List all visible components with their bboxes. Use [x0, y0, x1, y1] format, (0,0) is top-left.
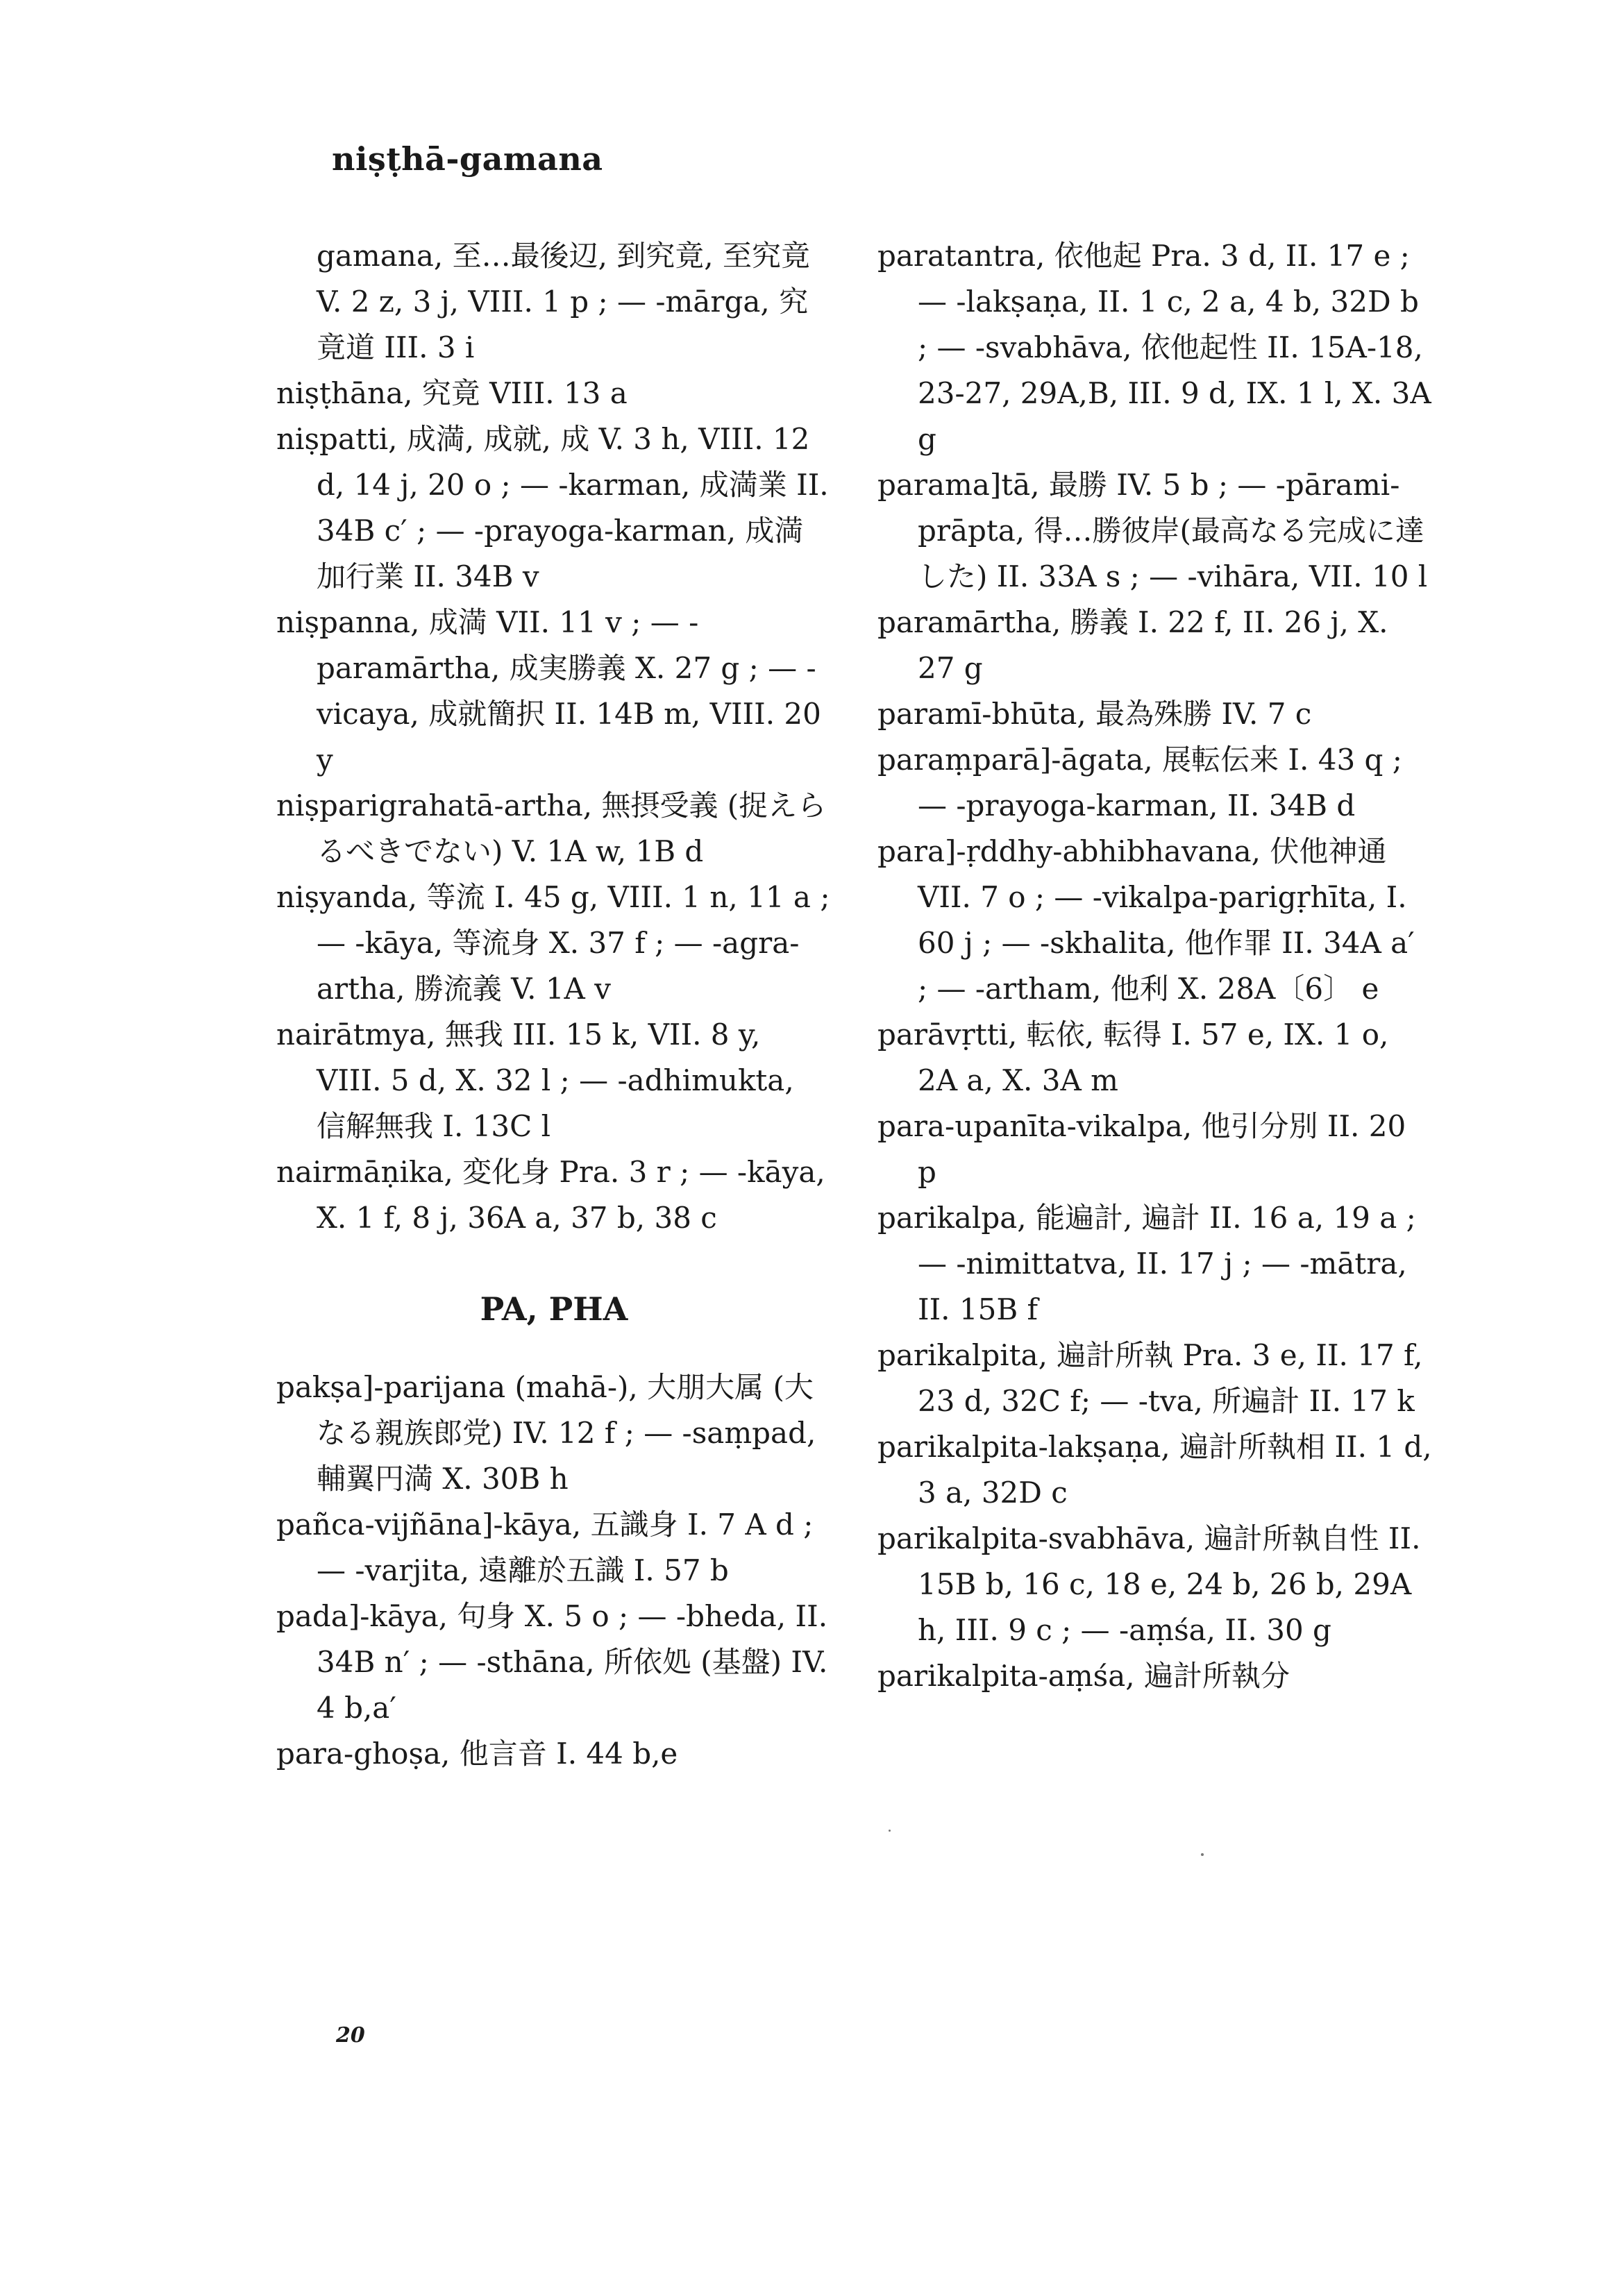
index-entry: parikalpita, 遍計所執 Pra. 3 e, II. 17 f, 23 d, 32C f; — -tva, 所遍計 II. 17 k	[877, 1338, 1423, 1418]
right-column	[877, 233, 1433, 1699]
index-entry: paratantra, 依他起 Pra. 3 d, II. 17 e ; — -lakṣaṇa, II. 1 c, 2 a, 4 b, 32D b ; — -svabhāva, 依他起性 II. 15A-18, 23-27, 29A,B, III. 9 d, IX. 1 l, X. 3A g	[877, 239, 1431, 456]
index-entry: para]-ṛddhy-abhibhavana, 伏他神通 VII. 7 o ; — -vikalpa-parigṛhīta, I. 60 j ; — -skhalita, 他作罪 II. 34A a′ ; — -artham, 他利 X. 28A〔6〕 e	[877, 834, 1415, 1006]
right-entries	[877, 233, 1433, 1699]
left-entries	[276, 233, 832, 1241]
index-entry: parāvṛtti, 転依, 転得 I. 57 e, IX. 1 o, 2A a, X. 3A m	[877, 1018, 1389, 1097]
index-entry: paramārtha, 勝義 I. 22 f, II. 26 j, X. 27 g	[877, 605, 1388, 685]
index-entry: parama]tā, 最勝 IV. 5 b ; — -pārami-prāpta, 得…勝彼岸(最高なる完成に達した) II. 33A s ; — -vihāra, VII. 10 l	[877, 468, 1428, 593]
index-entry: para-upanīta-vikalpa, 他引分別 II. 20 p	[877, 1109, 1406, 1189]
index-entry: pada]-kāya, 句身 X. 5 o ; — -bheda, II. 34B n′ ; — -sthāna, 所依処 (基盤) IV. 4 b,a′	[276, 1599, 828, 1725]
page-number: 20	[336, 2023, 365, 2048]
index-entry: paraṃparā]-āgata, 展転伝来 I. 43 q ; — -prayoga-karman, II. 34B d	[877, 743, 1402, 822]
section-heading: PA, PHA	[480, 1290, 628, 1328]
index-entry: parikalpita-lakṣaṇa, 遍計所執相 II. 1 d, 3 a, 32D c	[877, 1430, 1432, 1510]
scan-speck	[889, 1830, 891, 1832]
index-entry: niṣparigrahatā-artha, 無摂受義 (捉えらるべきでない) V. 1A w, 1B d	[276, 788, 827, 868]
scan-speck	[1201, 1853, 1204, 1856]
index-entry: niṣpatti, 成満, 成就, 成 V. 3 h, VIII. 12 d, 14 j, 20 o ; — -karman, 成満業 II. 34B c′ ; — -prayoga-karman, 成満加行業 II. 34B v	[276, 422, 829, 593]
left-entries-pa	[276, 1365, 832, 1777]
index-entry: pakṣa]-parijana (mahā-), 大朋大属 (大なる親族郎党) IV. 12 f ; — -saṃpad, 輔翼円満 X. 30B h	[276, 1370, 816, 1496]
left-column	[276, 233, 832, 1777]
index-entry: niṣṭhāna, 究竟 VIII. 13 a	[276, 376, 628, 410]
index-entry: parikalpita-aṃśa, 遍計所執分	[877, 1659, 1290, 1693]
running-head: niṣṭhā-gamana	[332, 140, 603, 178]
index-entry: niṣyanda, 等流 I. 45 g, VIII. 1 n, 11 a ; — -kāya, 等流身 X. 37 f ; — -agra-artha, 勝流義 V. 1A v	[276, 880, 830, 1006]
index-entry: gamana, 至…最後辺, 到究竟, 至究竟 V. 2 z, 3 j, VIII. 1 p ; — -mārga, 究竟道 III. 3 i	[317, 239, 810, 364]
index-entry: para-ghoṣa, 他言音 I. 44 b,e	[276, 1737, 678, 1771]
index-entry: parikalpita-svabhāva, 遍計所執自性 II. 15B b, 16 c, 18 e, 24 b, 26 b, 29A h, III. 9 c ; — -aṃśa, II. 30 g	[877, 1521, 1421, 1647]
index-entry: niṣpanna, 成満 VII. 11 v ; — -paramārtha, 成実勝義 X. 27 g ; — -vicaya, 成就簡択 II. 14B m, VIII. 20 y	[276, 605, 821, 777]
index-entry: parikalpa, 能遍計, 遍計 II. 16 a, 19 a ; — -nimittatva, II. 17 j ; — -mātra, II. 15B f	[877, 1201, 1416, 1326]
index-entry: nairātmya, 無我 III. 15 k, VII. 8 y, VIII. 5 d, X. 32 l ; — -adhimukta, 信解無我 I. 13C l	[276, 1018, 794, 1143]
index-entry: paramī-bhūta, 最為殊勝 IV. 7 c	[877, 697, 1312, 731]
index-entry: pañca-vijñāna]-kāya, 五識身 I. 7 A d ; — -varjita, 遠離於五識 I. 57 b	[276, 1508, 814, 1587]
index-entry: nairmāṇika, 変化身 Pra. 3 r ; — -kāya, X. 1 f, 8 j, 36A a, 37 b, 38 c	[276, 1155, 825, 1235]
